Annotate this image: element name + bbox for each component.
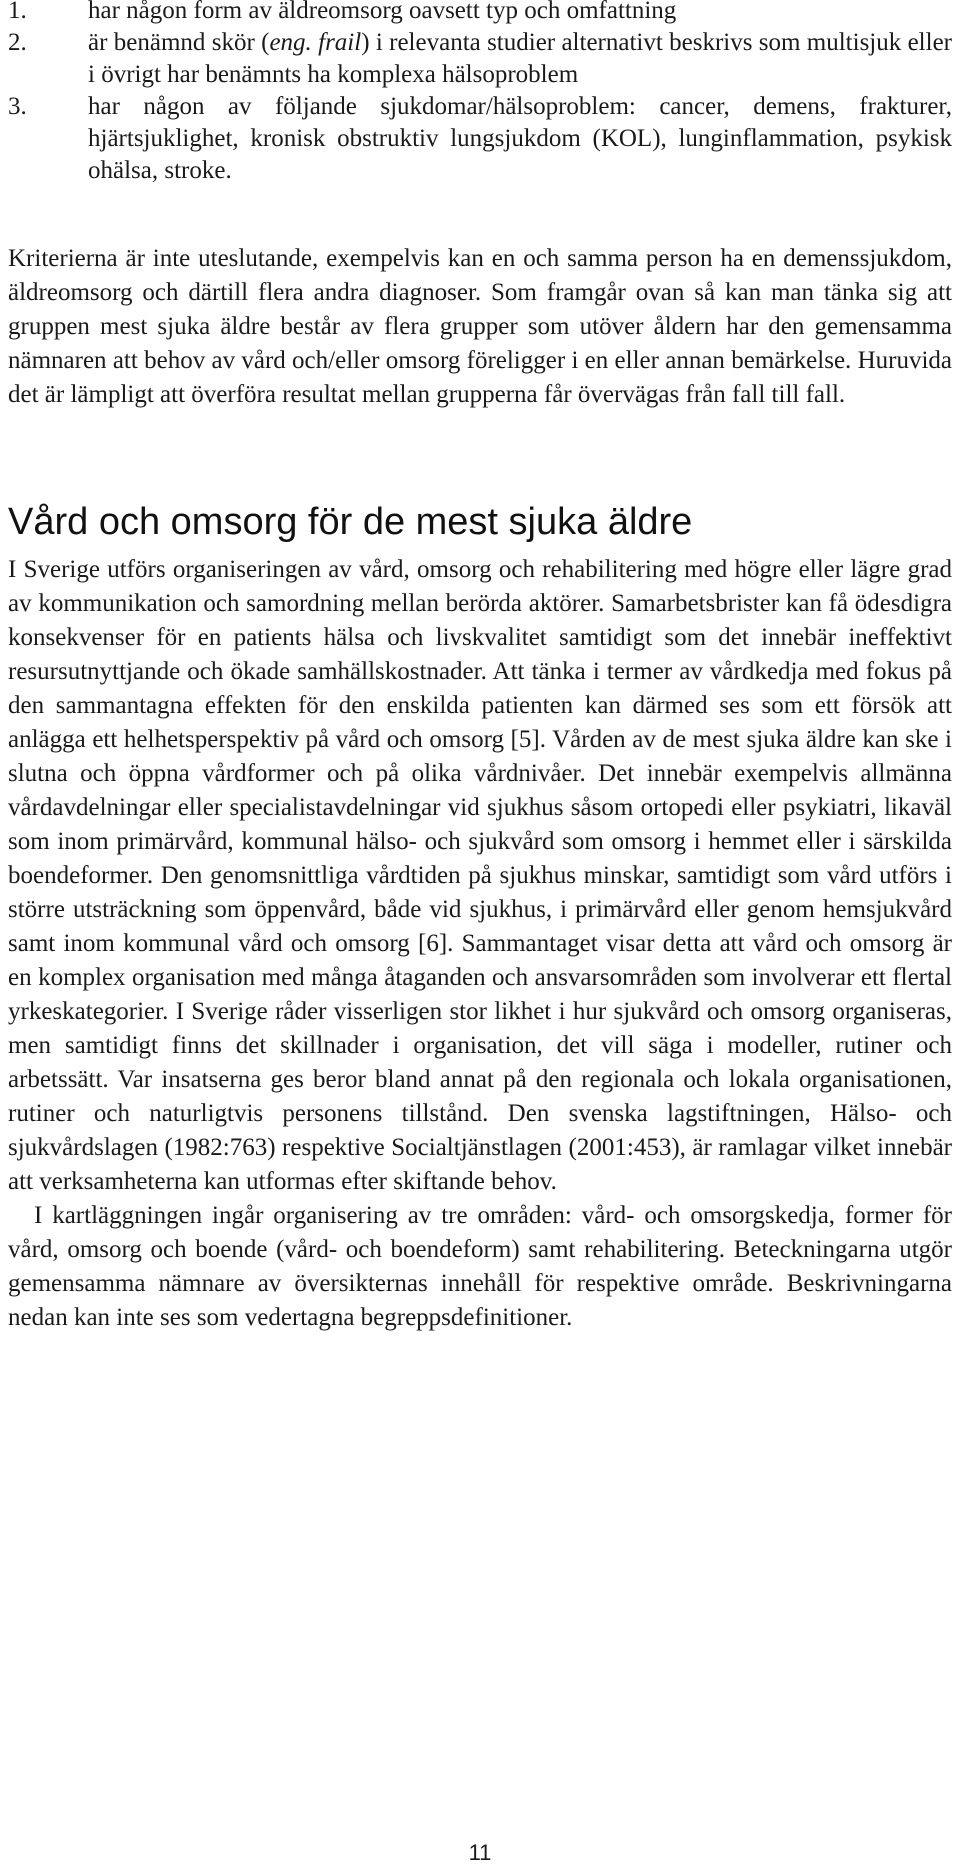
body-paragraph: I kartläggningen ingår organisering av tre områden: vård- och omsorgskedja, former för vård, omsorg och boende (vård- och boendeform) samt rehabilitering. Beteckningarna utgör gemensamma nämnare av översikternas innehåll för respektive område. Beskrivningarna nedan kan inte ses som vedertagna begreppsdefinitioner. [8,1202,952,1331]
list-item-text-after: ) i relevanta studier alternativt beskrivs som multisjuk eller i övrigt har benämnts ha komplexa hälsoproblem [88,29,952,88]
criteria-list [8,0,952,187]
body-paragraph: I Sverige utförs organiseringen av vård, omsorg och rehabilitering med högre eller lägre grad av kommunikation och samordning mellan berörda aktörer. Samarbetsbrister kan få ödesdigra konsekvenser för en patients hälsa och livskvalitet samtidigt som det innebär ineffektivt resursutnyttjande och ökade samhällskostnader. Att tänka i termer av vårdkedja med fokus på den sammantagna effekten för den enskilda patienten kan därmed ses som ett försök att anlägga ett helhetsperspektiv på vård och omsorg [5]. Vården av de mest sjuka äldre kan ske i slutna och öppna vårdformer och på olika vårdnivåer. Det innebär exempelvis allmänna vårdavdelningar eller specialistavdelningar vid sjukhus såsom ortopedi eller psykiatri, likaväl som inom primärvård, kommunal hälso- och sjukvård som omsorg i hemmet eller i särskilda boendeformer. Den genomsnittliga vårdtiden på sjukhus minskar, samtidigt som vård utförs i större utsträckning som öppenvård, både vid sjukhus, i primärvård eller genom hemsjukvård samt inom kommunal vård och omsorg [6]. Sammantaget visar detta att vård och omsorg är en komplex organisation med många åtaganden och ansvarsområden som involverar ett flertal yrkeskategorier. I Sverige råder visserligen stor likhet i hur sjukvård och omsorg organiseras, men samtidigt finns det skillnader i organisation, det vill säga i modeller, rutiner och arbetssätt. Var insatserna ges beror bland annat på den regionala och lokala organisationen, rutiner och naturligtvis personens tillstånd. Den svenska lagstiftningen, Hälso- och sjukvårdslagen (1982:763) respektive Socialtjänstlagen (2001:453), är ramlagar vilket innebär att verksamheterna kan utformas efter skiftande behov. [8,556,952,1195]
section-body [8,553,952,1335]
list-item-text: har någon av följande sjukdomar/hälsoproblem: cancer, demens, frakturer, hjärtsjuklighet, kronisk obstruktiv lungsjukdom (KOL), lunginflammation, psykisk ohälsa, stroke. [88,93,952,184]
page-number: 11 [468,1840,492,1865]
list-item [8,0,952,27]
list-item-number: 1. [8,0,27,24]
criteria-note-paragraph: Kriterierna är inte uteslutande, exempelvis kan en och samma person ha en demenssjukdom, äldreomsorg och därtill flera andra diagnoser. Som framgår ovan så kan man tänka sig att gruppen mest sjuka äldre består av flera grupper som utöver åldern har den gemensamma nämnaren att behov av vård och/eller omsorg föreligger i en eller annan bemärkelse. Huruvida det är lämpligt att överföra resultat mellan grupperna får övervägas från fall till fall. [8,245,952,408]
list-item-number: 3. [8,93,27,120]
section-heading: Vård och omsorg för de mest sjuka äldre [8,501,693,543]
list-item-number: 2. [8,29,27,56]
list-item-text-italic: eng. frail [269,29,362,56]
list-item [8,27,952,91]
list-item-text: har någon form av äldreomsorg oavsett typ och omfattning [88,0,677,24]
list-item [8,91,952,187]
list-item-text [88,27,952,91]
list-item-text-before: är benämnd skör ( [88,29,270,56]
